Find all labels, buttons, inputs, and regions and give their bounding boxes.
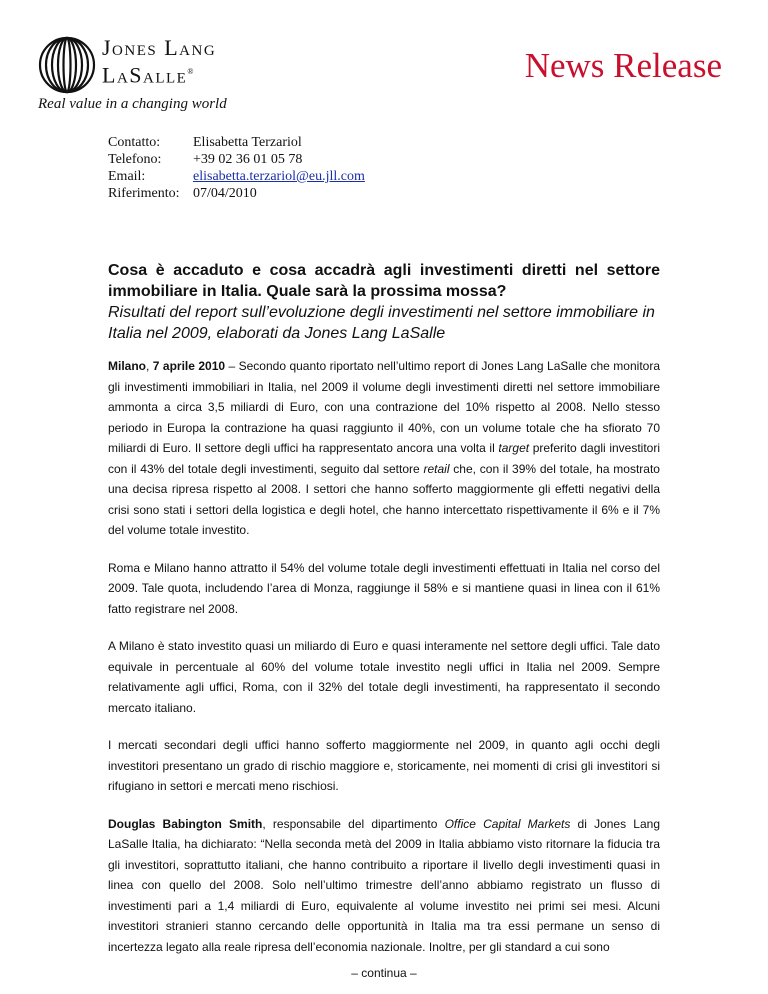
paragraph-1: Milano, 7 aprile 2010 – Secondo quanto riportato nell’ultimo report di Jones Lang LaSalle che monitora gli investimenti immobiliari in Italia, nel 2009 il volume degli investimenti diretti nel settore immobiliare ammonta a circa 3,5 miliardi di Euro, con una contrazione del 10% rispetto al 2008. Nello stesso periodo in Europa la contrazione ha quasi raggiunto il 40%, con un volume totale che ha sfiorato 70 miliardi di Euro. Il settore degli uffici ha rappresentato ancora una volta il target preferito dagli investitori con il 43% del totale degli investimenti, seguito dal settore retail che, con il 39% del totale, ha mostrato una decisa ripresa rispetto al 2008. I settori che hanno sofferto maggiormente gli effetti negativi della crisi sono stati i settori della logistica e degli hotel, che hanno intercettato rispettivamente il 6% e il 7% del volume totale investito.	[108, 359, 660, 537]
spokesperson-name: Douglas Babington Smith	[108, 816, 263, 831]
reference-row	[108, 185, 365, 202]
article-title: Cosa è accaduto e cosa accadrà agli investimenti diretti nel settore immobiliare in Italia. Quale sarà la prossima mossa?	[108, 262, 660, 300]
paragraph-4: I mercati secondari degli uffici hanno sofferto maggiormente nel 2009, in quanto agli occhi degli investitori presentano un grado di rischio maggiore e, storicamente, nei momenti di crisi gli investitori si rifugiano in settori e mercati meno rischiosi.	[108, 738, 660, 793]
email-link[interactable]: elisabetta.terzariol@eu.jll.com	[193, 169, 365, 184]
paragraph-3: A Milano è stato investito quasi un miliardo di Euro e quasi interamente nel settore degli uffici. Tale dato equivale in percentuale al 60% del volume totale investito negli uffici in Italia nel 2009. Sempre relativamente agli uffici, Roma, con il 32% del totale degli investimenti, ha rappresentato il secondo mercato italiano.	[108, 639, 660, 715]
brand-name	[102, 36, 216, 87]
contact-block	[108, 134, 365, 202]
phone-value: +39 02 36 01 05 78	[193, 152, 303, 167]
term-target: target	[498, 441, 530, 455]
article-heading	[108, 260, 660, 344]
department-name: Office Capital Markets	[444, 816, 571, 831]
email-row	[108, 168, 365, 185]
paragraph-5: Douglas Babington Smith, responsabile del dipartimento Office Capital Markets di Jones Lang LaSalle Italia, ha dichiarato: “Nella seconda metà del 2009 in Italia abbiamo visto ritornare la fiducia tra gli investitori, soprattutto italiani, che hanno contribuito a riportare il livello degli investimenti quasi in linea con quello del 2008. Solo nell’ultimo trimestre dell’anno abbiamo registrato un flusso di investimenti pari a 1,4 miliardi di Euro, equivalente al volume investito nei primi sei mesi. Alcuni investitori stranieri stanno cercando delle opportunità in Italia ma tra essi permane un senso di incertezza legato alla reale ripresa dell’economia nazionale. Inoltre, per gli standard a cui sono	[108, 816, 660, 954]
dateline-place: Milano	[108, 359, 146, 373]
phone-label: Telefono:	[108, 152, 162, 167]
reference-label: Riferimento:	[108, 186, 180, 201]
continue-marker: – continua –	[351, 966, 417, 980]
tagline: Real value in a changing world	[38, 96, 227, 112]
dateline-date: 7 aprile 2010	[152, 359, 226, 373]
paragraph-2: Roma e Milano hanno attratto il 54% del volume totale degli investimenti effettuati in Italia nel corso del 2009. Tale quota, includendo l’area di Monza, raggiunge il 58% e si mantiene quasi in linea con il 61% fatto registrare nel 2008.	[108, 560, 660, 616]
brand-line-2: LaSalle®	[102, 62, 195, 88]
contact-label: Contatto:	[108, 135, 161, 150]
term-retail: retail	[423, 461, 450, 476]
article-body	[108, 356, 660, 974]
contact-value: Elisabetta Terzariol	[193, 135, 302, 150]
brand-line-1: Jones Lang	[102, 35, 217, 60]
news-release-heading: News Release	[524, 46, 722, 85]
email-label: Email:	[108, 169, 146, 184]
company-logo	[38, 36, 238, 94]
article-subtitle: Risultati del report sull’evoluzione degli investimenti nel settore immobiliare in Italia nel 2009, elaborati da Jones Lang LaSalle	[108, 304, 655, 342]
reference-value: 07/04/2010	[193, 186, 257, 201]
contact-row	[108, 134, 365, 151]
phone-row	[108, 151, 365, 168]
logo-mark-icon	[38, 36, 96, 94]
